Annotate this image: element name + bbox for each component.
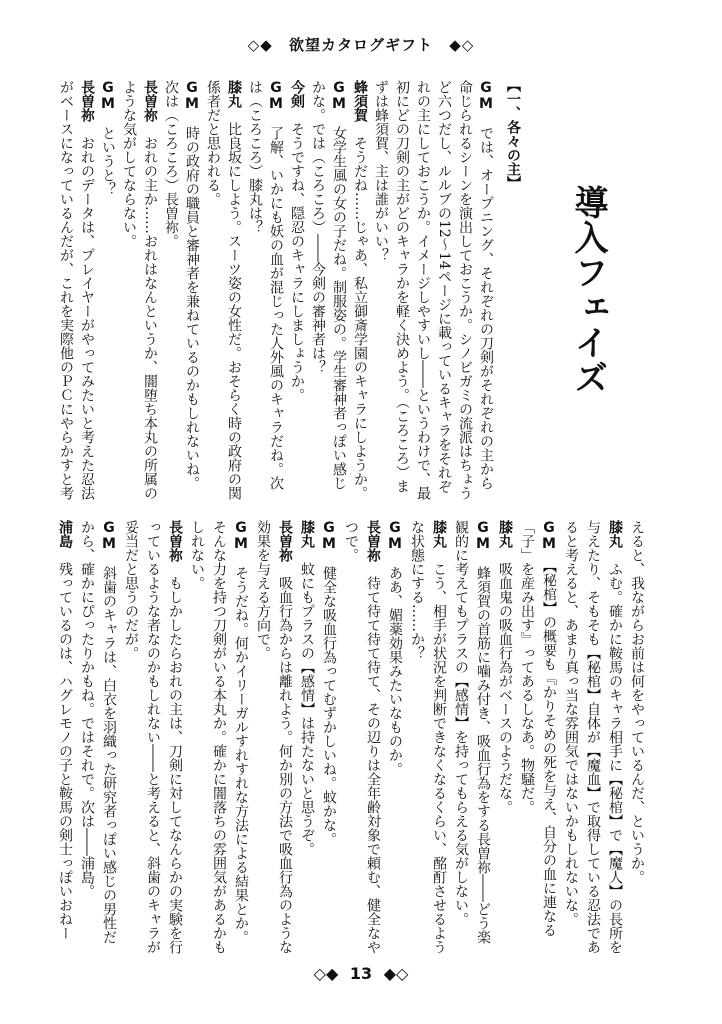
dialogue-text: ああ、媚薬効果みたいなものか。 [387,566,403,776]
running-header [0,34,722,55]
section-heading: 【一、各々の主】 [505,78,521,190]
speaker-label: 浦島 [57,520,73,548]
speaker-label: GM [541,520,557,552]
dialogue-text: そうだね。何かイリーガルすれすれな方法による結果とか。そんな力を持つ刀剣がいる本丸か。確かに闇落ちの雰囲気があるかもしれない。 [189,520,249,954]
speaker-label: 膝丸 [226,80,242,108]
speaker-label: GM [101,520,117,552]
speaker-label: GM [321,520,337,552]
dialogue-line [202,80,244,502]
dialogue-text: 吸血行為からは離れよう。何か別の方法で吸血行為のような効果を与える方向で。 [255,520,293,954]
dialogue-text: 比良坂にしよう。スーツ姿の女性だ。おそらく時の政府の関係者だと思われる。 [205,80,242,500]
dialogue-text: 蜂須賀の首筋に噛み付き、吸血行為をする長曽祢――どう楽観的に考えてもプラスの【感情】を持ってもらえる気がしない。 [453,520,491,944]
top-text-block [55,80,496,502]
dialogue-line [160,80,202,502]
footer-ornament-left: ◇◆ [313,964,339,983]
speaker-label: GM [475,520,491,552]
dialogue-text: 残っているのは、ハグレモノの子と鞍馬の剣士っぽいおねー [57,562,73,940]
dialogue-line [186,520,252,956]
book-title: 欲望カタログギフト [288,36,433,54]
speaker-label: GM [387,520,403,552]
speaker-label: 長曽祢 [365,520,381,562]
dialogue-text: というと？ [100,126,116,196]
speaker-label: 長曽祢 [79,80,95,122]
speaker-label: 今剣 [289,80,305,108]
speaker-label: 膝丸 [607,520,623,548]
header-ornament-left: ◇◆ [247,36,273,54]
dialogue-line [54,520,76,956]
dialogue-text: そうですね、隠忍のキャラにしましょうか。 [289,122,305,402]
dialogue-line [296,520,318,956]
dialogue-line [516,520,560,956]
dialogue-continuation: えると、我ながらお前は何をやっているんだ、というか。 [629,520,645,884]
dialogue-line [286,80,307,502]
dialogue-line [406,520,450,956]
page-number: 13 [349,964,373,983]
dialogue-line [340,520,384,956]
dialogue-text: ふむ。確かに鞍馬のキャラ相手に【秘棺】で【魔人】の長所を与えたり、そもそも【秘棺】自体が【魔血】で取得している忍法であると考えると、あまり真っ当な雰囲気ではないかもしれないな。 [563,520,623,954]
dialogue-text: 待て待て待て待て、その辺りは全年齢対象で頼む、健全なやつで。 [343,520,381,954]
speaker-label: 膝丸 [431,520,447,548]
dialogue-text: おれの主か……おれはなんというか、闇堕ち本丸の所属のような気がしてならない。 [121,80,158,500]
speaker-label: 長曽祢 [277,520,293,562]
dialogue-line [494,520,516,956]
dialogue-text: おれのデータは、プレイヤーがやってみたいと考えた忍法がベースになっているんだが、これを実際他のＰＣにやらかすと考 [58,80,95,500]
speaker-label: 膝丸 [299,520,315,548]
dialogue-line [318,520,340,956]
dialogue-text: 【秘棺】の概要も『かりそめの死を与え、自分の血に連なる「子」を産み出す』ってあるしなあ。物騒だ。 [519,520,557,937]
header-ornament-right: ◆◇ [449,36,475,54]
speaker-label: 長曽祢 [142,80,158,122]
dialogue-text: では、オープニング、それぞれの刀剣がそれぞれの主から命じられるシーンを演出しておこうか。シノビガミの流派はちょうど六つだし、ルルブの12～14ページに載っているキャラをそれぞれの主にしておこうか。イメージしやすいし――というわけで、最初にどの刀剣の主がどのキャラかを軽く決めよう。（ころころ）まずは蜂須賀、主は誰がいい？ [373,80,494,500]
chapter-title: 導入フェイズ [568,185,608,395]
dialogue-text: 吸血鬼の吸血行為がベースのようだな。 [497,562,513,814]
dialogue-text: もしかしたらおれの主は、刀剣に対してなんらかの実験を行っているような者なのかもしれない――と考えると、斜歯のキャラが妥当だと思うのだが。 [123,520,183,954]
dialogue-line [120,520,186,956]
bottom-text-block [54,520,648,956]
dialogue-line [560,520,626,956]
dialogue-line [252,520,296,956]
dialogue-line [118,80,160,502]
dialogue-line [370,80,496,502]
dialogue-line [244,80,286,502]
dialogue-text: そうだね……じゃあ、私立御斎学園のキャラにしようか。 [352,136,368,500]
dialogue-text: 蚊にもプラスの【感情】は持たないと思うぞ。 [299,562,315,856]
dialogue-line [349,80,370,502]
speaker-label: 蜂須賀 [352,80,368,122]
dialogue-text: 了解、いかにも妖の血が混じった人外風のキャラだね。次は（ころころ）膝丸は？ [247,80,284,490]
dialogue-text: 時の政府の職員と審神者を兼ねているのかもしれないね。次は（ころころ）長曽祢。 [163,80,200,490]
speaker-label: 長曽祢 [167,520,183,562]
speaker-label: GM [233,520,249,552]
dialogue-line [384,520,406,956]
speaker-label: 膝丸 [497,520,513,548]
dialogue-line [450,520,494,956]
speaker-label: GM [478,80,494,112]
dialogue-text: 斜歯のキャラは、白衣を羽織った研究者っぽい感じの男性だから、確かにぴったりかもね。ではそれで。次は――浦島。 [79,520,117,944]
dialogue-text: 健全な吸血行為ってむずかしいね。蚊かな。 [321,566,337,846]
speaker-label: GM [331,80,347,112]
page-footer [0,964,722,983]
dialogue-text: こう、相手が状況を判断できなくなるくらい、酩酊させるような状態にする……か？ [409,520,447,954]
footer-ornament-right: ◆◇ [383,964,409,983]
speaker-label: GM [100,80,116,112]
dialogue-line [76,520,120,956]
dialogue-line [55,80,97,502]
dialogue-text: 女学生風の女の子だね。制服姿の。学生審神者っぽい感じかな。では（ころころ）――今剣の審神者は？ [310,80,347,490]
speaker-label: GM [268,80,284,112]
dialogue-line [97,80,118,502]
speaker-label: GM [184,80,200,112]
dialogue-line [307,80,349,502]
